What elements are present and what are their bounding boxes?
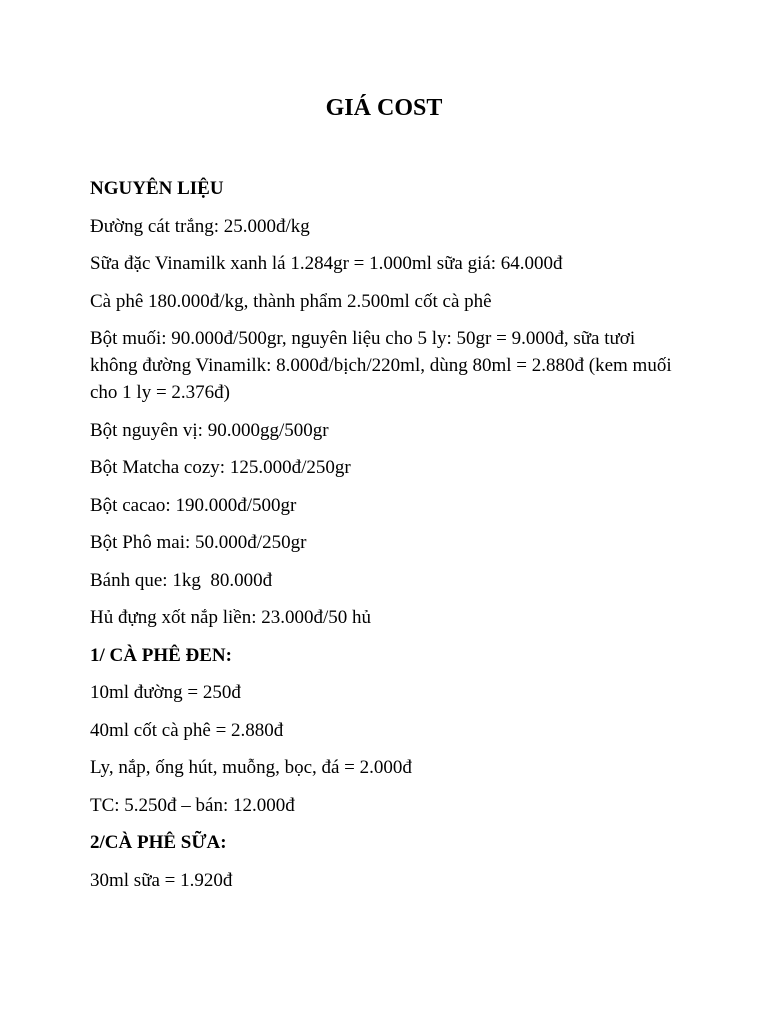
section-heading: NGUYÊN LIỆU xyxy=(90,178,224,199)
body-paragraph: Bột Phô mai: 50.000đ/250gr xyxy=(90,532,307,553)
document-body xyxy=(90,175,680,904)
body-paragraph: 10ml đường = 250đ xyxy=(90,682,241,703)
body-paragraph: Hủ đựng xốt nắp liền: 23.000đ/50 hủ xyxy=(90,607,372,628)
body-paragraph: Bột cacao: 190.000đ/500gr xyxy=(90,494,297,516)
body-paragraph: Bột nguyên vị: 90.000gg/500gr xyxy=(90,419,329,441)
body-paragraph: Ly, nắp, ống hút, muỗng, bọc, đá = 2.000đ xyxy=(90,757,412,778)
section-heading: 2/CÀ PHÊ SỮA: xyxy=(90,832,227,853)
body-paragraph: Đường cát trắng: 25.000đ/kg xyxy=(90,215,310,237)
document-title: GIÁ COST xyxy=(325,95,443,121)
body-paragraph: Bánh que: 1kg 80.000đ xyxy=(90,569,273,591)
body-paragraph: 40ml cốt cà phê = 2.880đ xyxy=(90,719,284,741)
body-paragraph: Cà phê 180.000đ/kg, thành phẩm 2.500ml cốt cà phê xyxy=(90,290,492,312)
section-heading: 1/ CÀ PHÊ ĐEN: xyxy=(90,644,232,666)
body-paragraph: TC: 5.250đ – bán: 12.000đ xyxy=(90,794,295,816)
body-paragraph: 30ml sữa = 1.920đ xyxy=(90,869,233,891)
body-paragraph: Bột Matcha cozy: 125.000đ/250gr xyxy=(90,457,351,478)
body-paragraph: Bột muối: 90.000đ/500gr, nguyên liệu cho 5 ly: 50gr = 9.000đ, sữa tươi không đường Vinamilk: 8.000đ/bịch/220ml, dùng 80ml = 2.880đ (kem muối cho 1 ly = 2.376đ) xyxy=(90,328,677,403)
body-paragraph: Sữa đặc Vinamilk xanh lá 1.284gr = 1.000ml sữa giá: 64.000đ xyxy=(90,253,563,274)
